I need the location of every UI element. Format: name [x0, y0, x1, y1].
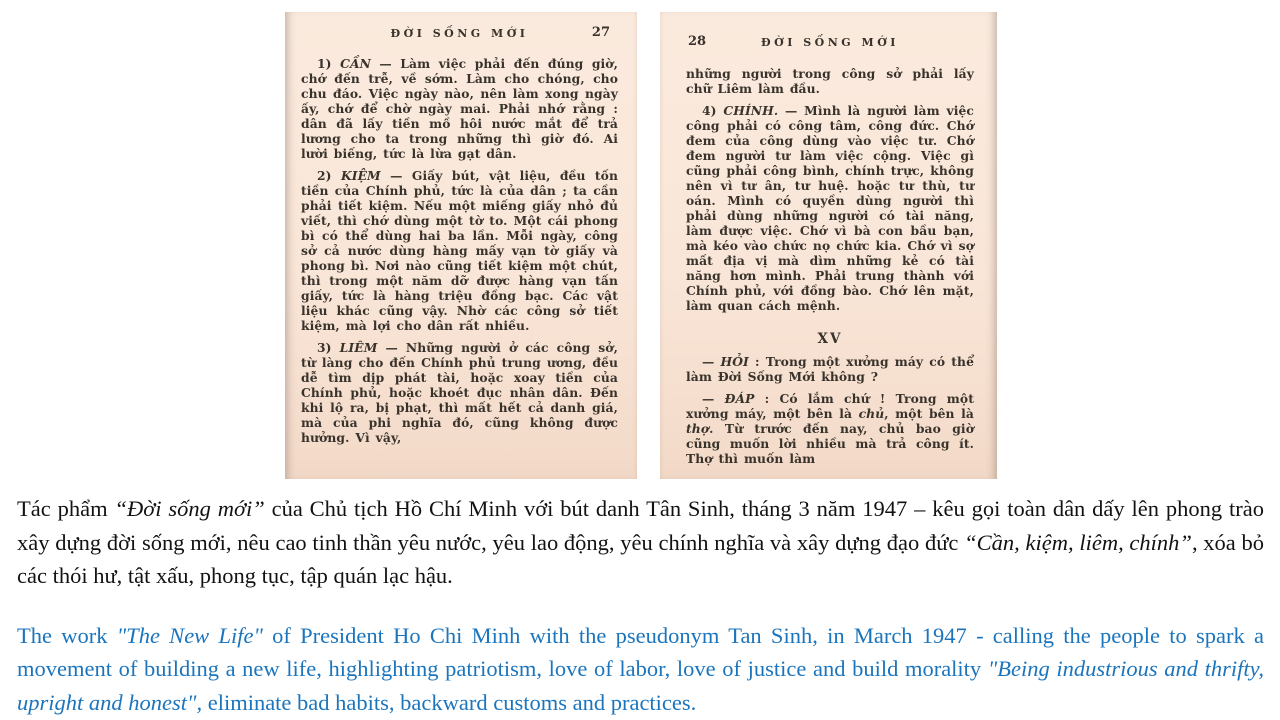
page-header-right: [686, 36, 974, 52]
book-paragraph-liem: 3) LIÊM — Những người ở các công sở, từ làng cho đến Chính phủ trung ương, đều dễ tìm dịp phát tài, hoặc xoay tiền của Chính phủ, hoặc khoét đục nhân dân. Đến khi lộ ra, bị phạt, thì mất hết cả danh giá, mà của phi nghĩa đó, cũng không được hưởng. Vì vậy,: [301, 340, 618, 445]
book-paragraph-hoi: — HỎI : Trong một xưởng máy có thể làm Đời Sống Mới không ?: [686, 354, 975, 384]
book-page-left: [285, 12, 637, 479]
book-paragraph-dap: — ĐÁP : Có lắm chứ ! Trong một xưởng máy, một bên là chủ, một bên là thợ. Từ trước đến nay, chủ bao giờ cũng muốn lời nhiều mà trả công ít. Thợ thì muốn làm: [686, 391, 975, 466]
page-title: ĐỜI SỐNG MỚI: [390, 27, 529, 40]
book-scan: [285, 12, 997, 479]
section-heading-xv: XV: [817, 331, 843, 347]
book-paragraph-chinh: 4) CHÍNH. — Mình là người làm việc công phải có công tâm, công đức. Chớ đem của công dùng vào việc tư. Chớ đem người tư làm việc cộng. Việc gì cũng phải công bình, chính trực, không nên vì tư ân, tư huệ. hoặc tư thù, tư oán. Mình có quyền dùng người thì phải dùng những người có tài năng, làm được việc. Chớ vì bà con bầu bạn, mà kéo vào chức nọ chức kia. Chớ vì sợ mất địa vị mà dìm những kẻ có tài năng hơn mình. Phải trung thành với Chính phủ, với đồng bào. Chớ lên mặt, làm quan cách mệnh.: [686, 103, 974, 313]
caption-english: The work "The New Life" of President Ho Chi Minh with the pseudonym Tan Sinh, in March 1947 - calling the people to spark a movement of building a new life, highlighting patriotism, love of labor, love of justice and build morality "Being industrious and thrifty, upright and honest", eliminate bad habits, backward customs and practices.: [17, 622, 1264, 715]
caption-vietnamese: Tác phẩm “Đời sống mới” của Chủ tịch Hồ Chí Minh với bút danh Tân Sinh, tháng 3 năm 1947 – kêu gọi toàn dân dấy lên phong trào xây dựng đời sống mới, nêu cao tinh thần yêu nước, yêu lao động, yêu chính nghĩa và xây dựng đạo đức “Cần, kiệm, liêm, chính”, xóa bỏ các thói hư, tật xấu, phong tục, tập quán lạc hậu.: [17, 496, 1265, 588]
caption-block: [17, 492, 1264, 719]
page-number: 28: [688, 34, 707, 49]
book-paragraph-kiem: 2) KIỆM — Giấy bút, vật liệu, đều tốn tiền của Chính phủ, tức là của dân ; ta cần phải tiết kiệm. Nếu một miếng giấy nhỏ đủ viết, thì chớ dùng một tờ to. Một cái phong bì có thể dùng hai ba lần. Mỗi ngày, công sở cả nước dùng hàng mấy vạn tờ giấy và phong bì. Nơi nào cũng tiết kiệm một chút, thì trong một năm dỡ được hàng vạn tấn giấy, tức là hàng triệu đồng bạc. Các vật liệu khác cũng vậy. Nhờ các công sở tiết kiệm, mà lợi cho dân rất nhiều.: [301, 168, 618, 333]
book-paragraph-liem-continued: những người trong công sở phải lấy chữ Liêm làm đầu.: [686, 66, 974, 96]
book-page-right: [660, 12, 997, 479]
page-number: 27: [591, 25, 610, 40]
page-header-left: [301, 27, 618, 43]
book-paragraph-can: 1) CẦN — Làm việc phải đến đúng giờ, chớ đến trễ, về sớm. Làm cho chóng, cho chu đáo. Việc ngày nào, nên làm xong ngày ấy, chớ để chờ ngày mai. Phải nhớ rằng : dân đã lấy tiền mồ hôi nước mắt để trả lương cho ta trong những thì giờ đó. Ai lười biếng, tức là lừa gạt dân.: [301, 56, 618, 161]
page-title: ĐỜI SỐNG MỚI: [761, 36, 899, 49]
